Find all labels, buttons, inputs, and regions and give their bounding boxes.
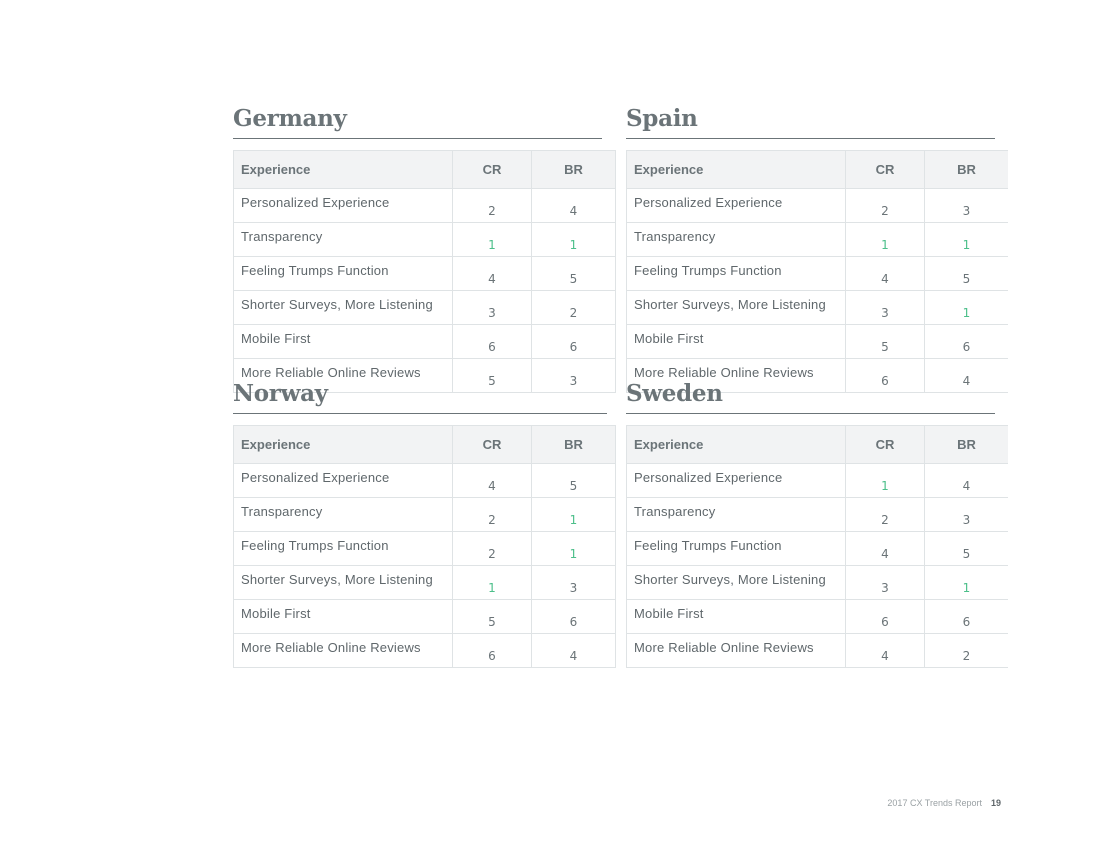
ranking-table (626, 425, 1008, 668)
table-row (234, 532, 616, 566)
experience-cell: More Reliable Online Reviews (234, 634, 453, 668)
experience-cell: Personalized Experience (234, 464, 453, 498)
country-title: Germany (233, 104, 602, 139)
cr-cell: 5 (846, 325, 925, 359)
br-cell: 1 (532, 532, 616, 566)
br-cell: 6 (532, 600, 616, 634)
country-title: Norway (233, 379, 607, 414)
experience-header: Experience (234, 426, 453, 464)
table-row (627, 634, 1009, 668)
experience-cell: Feeling Trumps Function (234, 532, 453, 566)
table-row (234, 566, 616, 600)
page-footer (887, 798, 1001, 808)
table-row (234, 223, 616, 257)
br-header: BR (532, 426, 616, 464)
br-cell: 3 (925, 498, 1009, 532)
table-row (627, 566, 1009, 600)
ranking-table (233, 150, 616, 393)
br-cell: 6 (532, 325, 616, 359)
cr-cell: 6 (453, 325, 532, 359)
br-cell: 1 (532, 223, 616, 257)
table-row (627, 189, 1009, 223)
cr-cell: 5 (453, 359, 532, 393)
experience-cell: Shorter Surveys, More Listening (234, 291, 453, 325)
br-cell: 3 (532, 566, 616, 600)
experience-cell: Mobile First (234, 325, 453, 359)
table-panel-norway (233, 379, 607, 668)
experience-cell: Personalized Experience (627, 464, 846, 498)
br-cell: 3 (532, 359, 616, 393)
cr-header: CR (846, 426, 925, 464)
table-panel-spain (626, 104, 1000, 393)
table-row (627, 532, 1009, 566)
experience-cell: Transparency (234, 498, 453, 532)
br-cell: 1 (532, 498, 616, 532)
br-cell: 1 (925, 566, 1009, 600)
table-row (234, 189, 616, 223)
cr-cell: 4 (846, 634, 925, 668)
cr-cell: 1 (846, 464, 925, 498)
br-cell: 4 (925, 359, 1009, 393)
ranking-table (233, 425, 616, 668)
cr-cell: 2 (453, 498, 532, 532)
table-row (234, 257, 616, 291)
cr-cell: 3 (846, 291, 925, 325)
br-cell: 4 (532, 189, 616, 223)
cr-header: CR (846, 151, 925, 189)
cr-cell: 2 (453, 189, 532, 223)
table-row (627, 498, 1009, 532)
page-number: 19 (990, 798, 1001, 808)
cr-cell: 2 (846, 498, 925, 532)
experience-cell: Personalized Experience (234, 189, 453, 223)
cr-cell: 5 (453, 600, 532, 634)
experience-cell: More Reliable Online Reviews (627, 634, 846, 668)
table-row (627, 464, 1009, 498)
br-cell: 5 (532, 257, 616, 291)
table-row (234, 325, 616, 359)
br-header: BR (925, 151, 1009, 189)
table-row (627, 600, 1009, 634)
br-cell: 5 (925, 532, 1009, 566)
table-row (627, 291, 1009, 325)
table-row (627, 257, 1009, 291)
cr-cell: 2 (453, 532, 532, 566)
table-row (627, 325, 1009, 359)
br-cell: 5 (532, 464, 616, 498)
cr-cell: 3 (453, 291, 532, 325)
br-cell: 4 (925, 464, 1009, 498)
experience-cell: Shorter Surveys, More Listening (627, 566, 846, 600)
cr-cell: 1 (453, 223, 532, 257)
experience-cell: Feeling Trumps Function (627, 257, 846, 291)
experience-cell: Transparency (234, 223, 453, 257)
cr-cell: 4 (846, 257, 925, 291)
table-panel-sweden (626, 379, 1000, 668)
country-title: Sweden (626, 379, 995, 414)
br-cell: 1 (925, 223, 1009, 257)
experience-cell: Personalized Experience (627, 189, 846, 223)
br-cell: 5 (925, 257, 1009, 291)
table-row (234, 634, 616, 668)
cr-cell: 4 (846, 532, 925, 566)
table-row (234, 291, 616, 325)
cr-header: CR (453, 151, 532, 189)
report-title: 2017 CX Trends Report (887, 798, 982, 808)
table-row (234, 498, 616, 532)
br-cell: 2 (532, 291, 616, 325)
country-title: Spain (626, 104, 995, 139)
experience-cell: More Reliable Online Reviews (627, 359, 846, 393)
experience-cell: Mobile First (234, 600, 453, 634)
br-cell: 6 (925, 600, 1009, 634)
cr-cell: 4 (453, 464, 532, 498)
experience-cell: Shorter Surveys, More Listening (627, 291, 846, 325)
br-cell: 3 (925, 189, 1009, 223)
experience-header: Experience (234, 151, 453, 189)
cr-cell: 6 (453, 634, 532, 668)
ranking-table (626, 150, 1008, 393)
br-cell: 4 (532, 634, 616, 668)
br-header: BR (925, 426, 1009, 464)
cr-cell: 1 (846, 223, 925, 257)
experience-cell: Shorter Surveys, More Listening (234, 566, 453, 600)
cr-header: CR (453, 426, 532, 464)
cr-cell: 3 (846, 566, 925, 600)
experience-cell: Feeling Trumps Function (234, 257, 453, 291)
experience-cell: Mobile First (627, 600, 846, 634)
experience-header: Experience (627, 151, 846, 189)
br-cell: 2 (925, 634, 1009, 668)
experience-cell: Mobile First (627, 325, 846, 359)
cr-cell: 1 (453, 566, 532, 600)
table-row (627, 223, 1009, 257)
table-row (234, 600, 616, 634)
table-panel-germany (233, 104, 607, 393)
br-cell: 1 (925, 291, 1009, 325)
cr-cell: 4 (453, 257, 532, 291)
cr-cell: 6 (846, 359, 925, 393)
table-row (234, 464, 616, 498)
experience-cell: More Reliable Online Reviews (234, 359, 453, 393)
cr-cell: 6 (846, 600, 925, 634)
experience-cell: Transparency (627, 498, 846, 532)
experience-cell: Feeling Trumps Function (627, 532, 846, 566)
cr-cell: 2 (846, 189, 925, 223)
experience-cell: Transparency (627, 223, 846, 257)
br-cell: 6 (925, 325, 1009, 359)
experience-header: Experience (627, 426, 846, 464)
br-header: BR (532, 151, 616, 189)
